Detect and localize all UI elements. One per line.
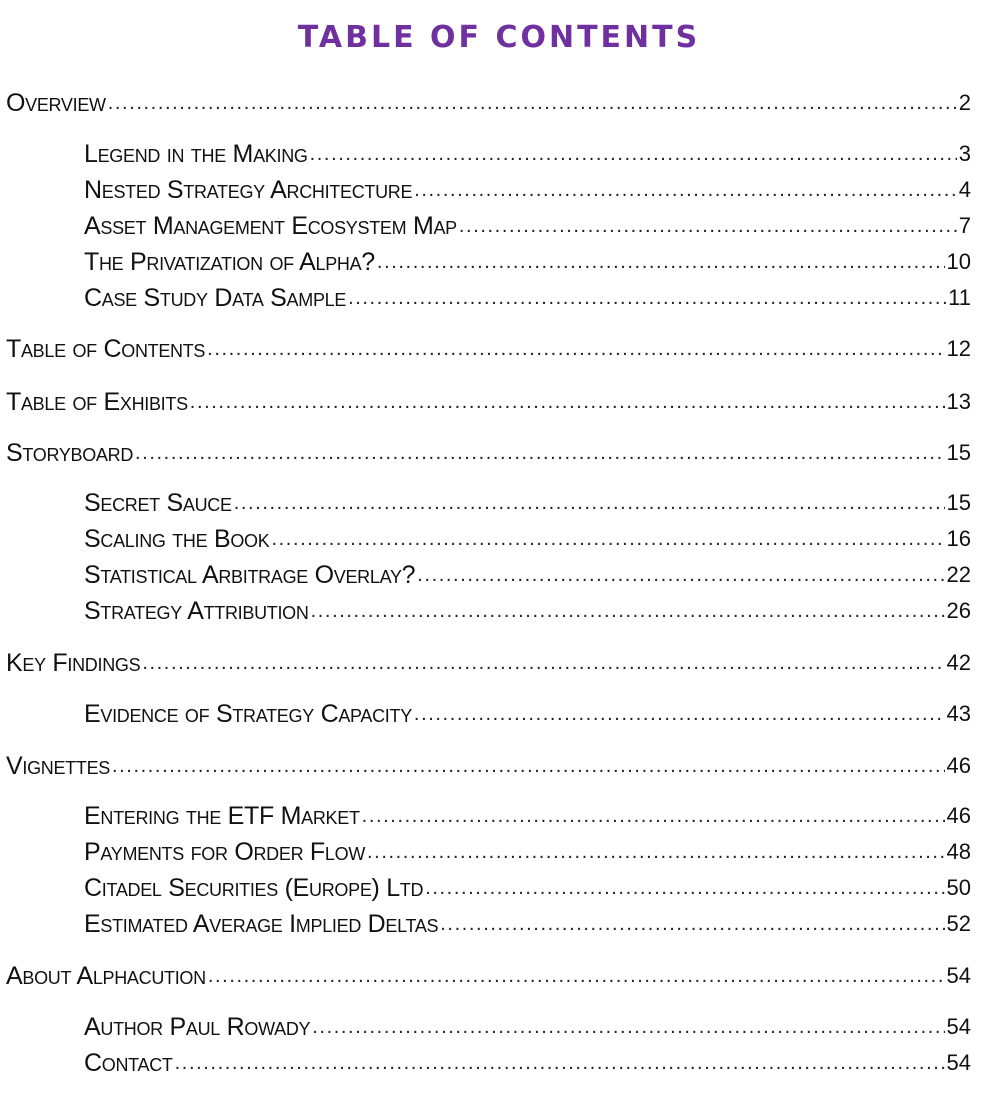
dot-leader [308, 139, 957, 169]
page-title: TABLE OF CONTENTS [297, 20, 701, 55]
dot-leader [206, 961, 945, 991]
dot-leader [360, 801, 945, 831]
toc-entry-label: Table of Contents [6, 335, 206, 363]
toc-page-number: 7 [958, 213, 971, 238]
toc-page-number: 43 [946, 701, 971, 726]
toc-entry-table-of-exhibits[interactable] [6, 387, 971, 417]
dot-leader [140, 648, 944, 678]
toc-entry-label: Overview [6, 89, 106, 117]
dot-leader [412, 175, 957, 205]
dot-leader [106, 88, 957, 118]
toc-page-number: 54 [946, 963, 971, 988]
toc-page-number: 54 [946, 1050, 971, 1075]
dot-leader [457, 211, 957, 241]
dot-leader [110, 751, 945, 781]
toc-page-number: 42 [946, 650, 971, 675]
dot-leader [346, 283, 946, 313]
dot-leader [269, 524, 944, 554]
toc-entry-label: Asset Management Ecosystem Map [84, 212, 457, 240]
toc-page-number: 15 [946, 440, 971, 465]
toc-entry-label: Vignettes [6, 752, 110, 780]
toc-entry-label: Case Study Data Sample [84, 284, 347, 312]
toc-page-number: 46 [946, 753, 971, 778]
toc-entry-citadel-securities-europe[interactable] [84, 873, 971, 903]
toc-entry-label: Key Findings [6, 649, 141, 677]
toc-entry-overview[interactable] [6, 88, 971, 118]
toc-page-number: 2 [958, 90, 971, 115]
toc-entry-label: Secret Sauce [84, 489, 232, 517]
toc-entry-author-paul-rowady[interactable] [84, 1012, 971, 1042]
toc-entry-privatization-of-alpha[interactable] [84, 247, 971, 277]
dot-leader [309, 596, 945, 626]
toc-entry-contact[interactable] [84, 1048, 971, 1078]
toc-page-number: 12 [946, 336, 971, 361]
dot-leader [205, 334, 944, 364]
toc-entry-case-study-data-sample[interactable] [84, 283, 971, 313]
toc-page-number: 54 [946, 1014, 971, 1039]
toc-page-number: 10 [946, 249, 971, 274]
toc-entry-label: Scaling the Book [84, 525, 270, 553]
toc-entry-asset-management-ecosystem-map[interactable] [84, 211, 971, 241]
toc-entry-label: Nested Strategy Architecture [84, 176, 413, 204]
toc-entry-scaling-the-book[interactable] [84, 524, 971, 554]
dot-leader [423, 873, 944, 903]
toc-page-number: 3 [958, 141, 971, 166]
dot-leader [438, 909, 944, 939]
toc-entry-label: Author Paul Rowady [84, 1013, 311, 1041]
dot-leader [310, 1012, 944, 1042]
dot-leader [133, 438, 944, 468]
toc-page-number: 26 [946, 598, 971, 623]
toc-entry-label: Strategy Attribution [84, 597, 309, 625]
toc-page-number: 13 [946, 389, 971, 414]
toc-page-number: 46 [946, 803, 971, 828]
toc-entry-nested-strategy-architecture[interactable] [84, 175, 971, 205]
toc-page-number: 48 [946, 839, 971, 864]
toc-entry-statistical-arbitrage-overlay[interactable] [84, 560, 971, 590]
toc-page-number: 15 [946, 490, 971, 515]
toc-entry-estimated-average-implied-deltas[interactable] [84, 909, 971, 939]
toc-entry-strategy-attribution[interactable] [84, 596, 971, 626]
toc-entry-label: Entering the ETF Market [84, 802, 360, 830]
toc-entry-payments-for-order-flow[interactable] [84, 837, 971, 867]
dot-leader [415, 560, 944, 590]
toc-page-number: 52 [946, 911, 971, 936]
dot-leader [365, 837, 945, 867]
toc-page-number: 50 [946, 875, 971, 900]
toc-entry-label: Contact [84, 1049, 173, 1077]
dot-leader [188, 387, 945, 417]
toc-entry-entering-the-etf-market[interactable] [84, 801, 971, 831]
toc-entry-table-of-contents[interactable] [6, 334, 971, 364]
toc-entry-label: Estimated Average Implied Deltas [84, 910, 439, 938]
toc-entry-label: Evidence of Strategy Capacity [84, 700, 412, 728]
dot-leader [173, 1048, 945, 1078]
toc-entry-label: Table of Exhibits [6, 388, 188, 416]
toc-page-number: 11 [948, 285, 971, 310]
dot-leader [375, 247, 945, 277]
toc-entry-label: Citadel Securities (Europe) Ltd [84, 874, 424, 902]
toc-entry-label: Statistical Arbitrage Overlay? [84, 561, 416, 589]
toc-page-number: 22 [946, 562, 971, 587]
toc-entry-evidence-of-strategy-capacity[interactable] [84, 699, 971, 729]
dot-leader [232, 488, 945, 518]
toc-entry-secret-sauce[interactable] [84, 488, 971, 518]
toc-entry-label: Storyboard [6, 439, 134, 467]
toc-entry-legend-in-the-making[interactable] [84, 139, 971, 169]
toc-entry-label: The Privatization of Alpha? [84, 248, 375, 276]
toc-entry-vignettes[interactable] [6, 751, 971, 781]
toc-page-number: 16 [946, 526, 971, 551]
toc-entry-label: Legend in the Making [84, 140, 308, 168]
toc-page-number: 4 [958, 177, 971, 202]
toc-entry-key-findings[interactable] [6, 648, 971, 678]
dot-leader [412, 699, 945, 729]
toc-entry-storyboard[interactable] [6, 438, 971, 468]
toc-entry-label: Payments for Order Flow [84, 838, 366, 866]
toc-entry-label: About Alphacution [6, 962, 206, 990]
toc-entry-about-alphacution[interactable] [6, 961, 971, 991]
